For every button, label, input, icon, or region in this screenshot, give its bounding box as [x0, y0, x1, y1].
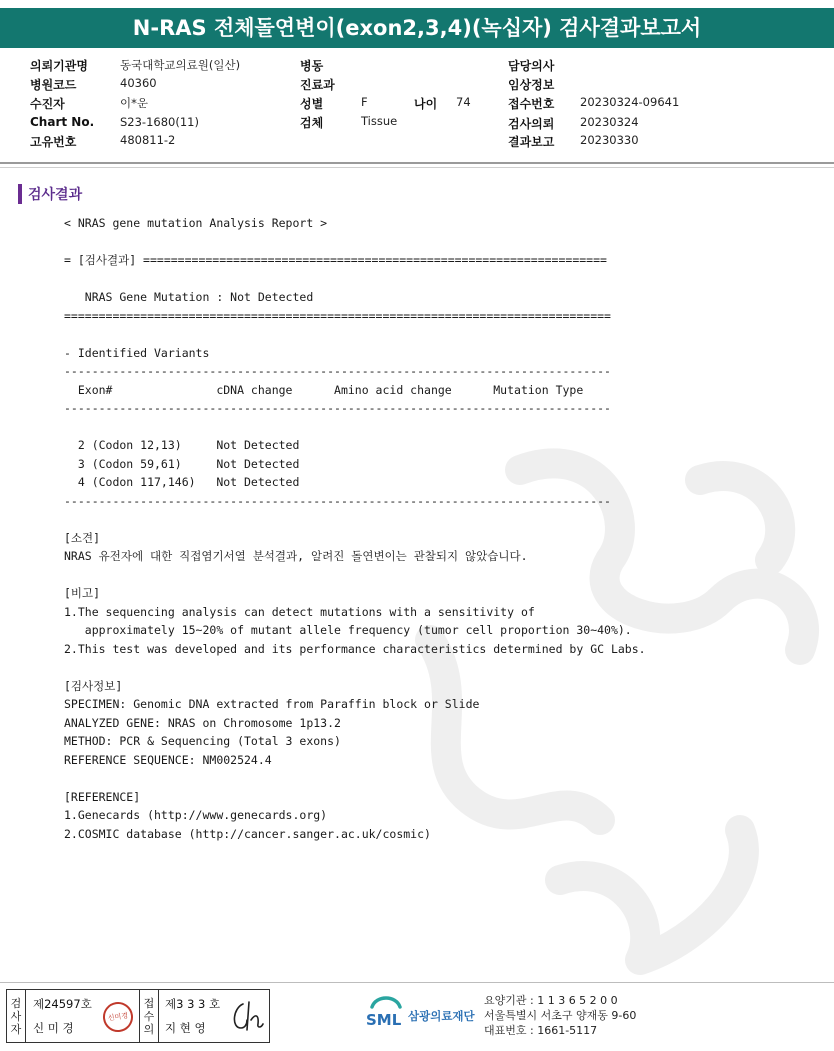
patient-info-header [0, 54, 834, 154]
header-divider-thin [0, 167, 834, 168]
report-line: REFERENCE SEQUENCE: NM002524.4 [64, 752, 272, 767]
report-line: ------------------------------------------------------------------------------- [64, 364, 611, 378]
section-accent-bar [18, 184, 22, 204]
label-clinical-info: 임상정보 [508, 78, 555, 92]
report-line: Exon# cDNA change Amino acid change Mutation Type [64, 382, 584, 397]
report-line: SPECIMEN: Genomic DNA extracted from Paraffin block or Slide [64, 697, 480, 711]
reviewer-signature [229, 998, 265, 1034]
label-request-date: 검사의뢰 [508, 117, 555, 131]
label-physician: 담당의사 [508, 59, 555, 73]
org-provider-no: 요양기관 : 1 1 3 6 5 2 0 0 [484, 994, 618, 1007]
value-specimen: Tissue [361, 114, 398, 128]
label-age: 나이 [414, 97, 438, 111]
report-title: N-RAS 전체돌연변이(exon2,3,4)(녹십자) 검사결과보고서 [0, 8, 834, 48]
report-line: METHOD: PCR & Sequencing (Total 3 exons) [64, 734, 341, 748]
report-line: = [검사결과] =================================================================== [64, 253, 607, 267]
tester-seal [101, 1000, 135, 1034]
report-line [64, 233, 646, 252]
report-line [64, 658, 646, 677]
value-hospital-code: 40360 [120, 76, 157, 90]
report-line: - Identified Variants [64, 345, 210, 360]
label-accession-no: 접수번호 [508, 97, 555, 111]
sml-logo-mark: SML [366, 1011, 402, 1029]
reviewer-label: 접 수 의 [143, 997, 155, 1036]
report-line: approximately 15~20% of mutant allele frequency (tumor cell proportion 30~40%). [64, 623, 632, 637]
label-patient: 수진자 [30, 97, 65, 111]
tester-name: 신 미 경 [33, 1021, 74, 1035]
label-hospital-code: 병원코드 [30, 78, 77, 92]
report-line: [검사정보] [64, 678, 123, 693]
report-line: 4 (Codon 117,146) Not Detected [64, 475, 300, 489]
report-line: 3 (Codon 59,61) Not Detected [64, 456, 300, 471]
signature-box [6, 989, 270, 1043]
value-unique-id: 480811-2 [120, 133, 176, 147]
report-line [64, 270, 646, 289]
tester-label: 검 사 자 [10, 997, 22, 1036]
report-line: NRAS Gene Mutation : Not Detected [64, 290, 314, 304]
value-accession-no: 20230324-09641 [580, 95, 680, 109]
tester-license-no: 제24597호 [33, 997, 92, 1011]
report-line [64, 769, 646, 788]
reviewer-name: 지 현 영 [165, 1021, 206, 1035]
report-line: 1.Genecards (http://www.genecards.org) [64, 808, 328, 822]
value-chart-no: S23-1680(11) [120, 115, 199, 129]
value-sex: F [361, 95, 368, 109]
report-line [64, 510, 646, 529]
report-line: 2.COSMIC database (http://cancer.sanger.ac.uk/cosmic) [64, 826, 431, 841]
sml-logo-name: 삼광의료재단 [408, 1009, 475, 1023]
report-line: =============================================================================== [64, 308, 611, 323]
reviewer-license-no: 제3 3 3 호 [165, 997, 221, 1011]
sml-logo [366, 993, 475, 1033]
report-line: [REFERENCE] [64, 789, 141, 804]
value-requesting-institution: 동국대학교의료원(일산) [120, 58, 241, 72]
label-requesting-institution: 의뢰기관명 [30, 59, 88, 73]
value-age: 74 [456, 95, 471, 109]
footer [0, 982, 834, 1051]
tester-label-cell [7, 990, 26, 1042]
report-line [64, 418, 646, 437]
report-line [64, 325, 646, 344]
label-ward: 병동 [300, 59, 324, 73]
organization-info [484, 993, 636, 1038]
value-report-date: 20230330 [580, 133, 639, 147]
org-address: 서울특별시 서초구 양재동 9-60 [484, 1009, 637, 1022]
report-line: ------------------------------------------------------------------------------- [64, 401, 611, 415]
tester-seal-text: 신미경 [107, 1011, 129, 1023]
report-line: ANALYZED GENE: NRAS on Chromosome 1p13.2 [64, 715, 341, 730]
report-line: NRAS 유전자에 대한 직접염기서열 분석결과, 알려진 돌연변이는 관찰되지 않았습니다. [64, 549, 528, 563]
sml-logo-icon [366, 993, 406, 1029]
label-specimen: 검체 [300, 116, 324, 130]
label-report-date: 결과보고 [508, 135, 555, 149]
report-body [64, 214, 646, 843]
value-patient: 이*운 [120, 96, 148, 110]
header-divider [0, 162, 834, 164]
value-request-date: 20230324 [580, 115, 639, 129]
label-unique-id: 고유번호 [30, 135, 77, 149]
report-line: ------------------------------------------------------------------------------- [64, 493, 611, 508]
report-line: 2 (Codon 12,13) Not Detected [64, 438, 300, 452]
report-line: < NRAS gene mutation Analysis Report > [64, 216, 328, 230]
label-sex: 성별 [300, 97, 324, 111]
report-line: [소견] [64, 530, 101, 545]
label-chart-no: Chart No. [30, 115, 95, 129]
reviewer-label-cell [139, 990, 159, 1042]
report-line: 1.The sequencing analysis can detect mutations with a sensitivity of [64, 604, 535, 619]
label-department: 진료과 [300, 78, 335, 92]
report-line: 2.This test was developed and its performance characteristics determined by GC Labs. [64, 641, 646, 656]
report-line: [비고] [64, 586, 101, 600]
org-phone: 대표번호 : 1661-5117 [484, 1024, 598, 1037]
section-title-results: 검사결과 [28, 187, 83, 203]
report-line [64, 566, 646, 585]
